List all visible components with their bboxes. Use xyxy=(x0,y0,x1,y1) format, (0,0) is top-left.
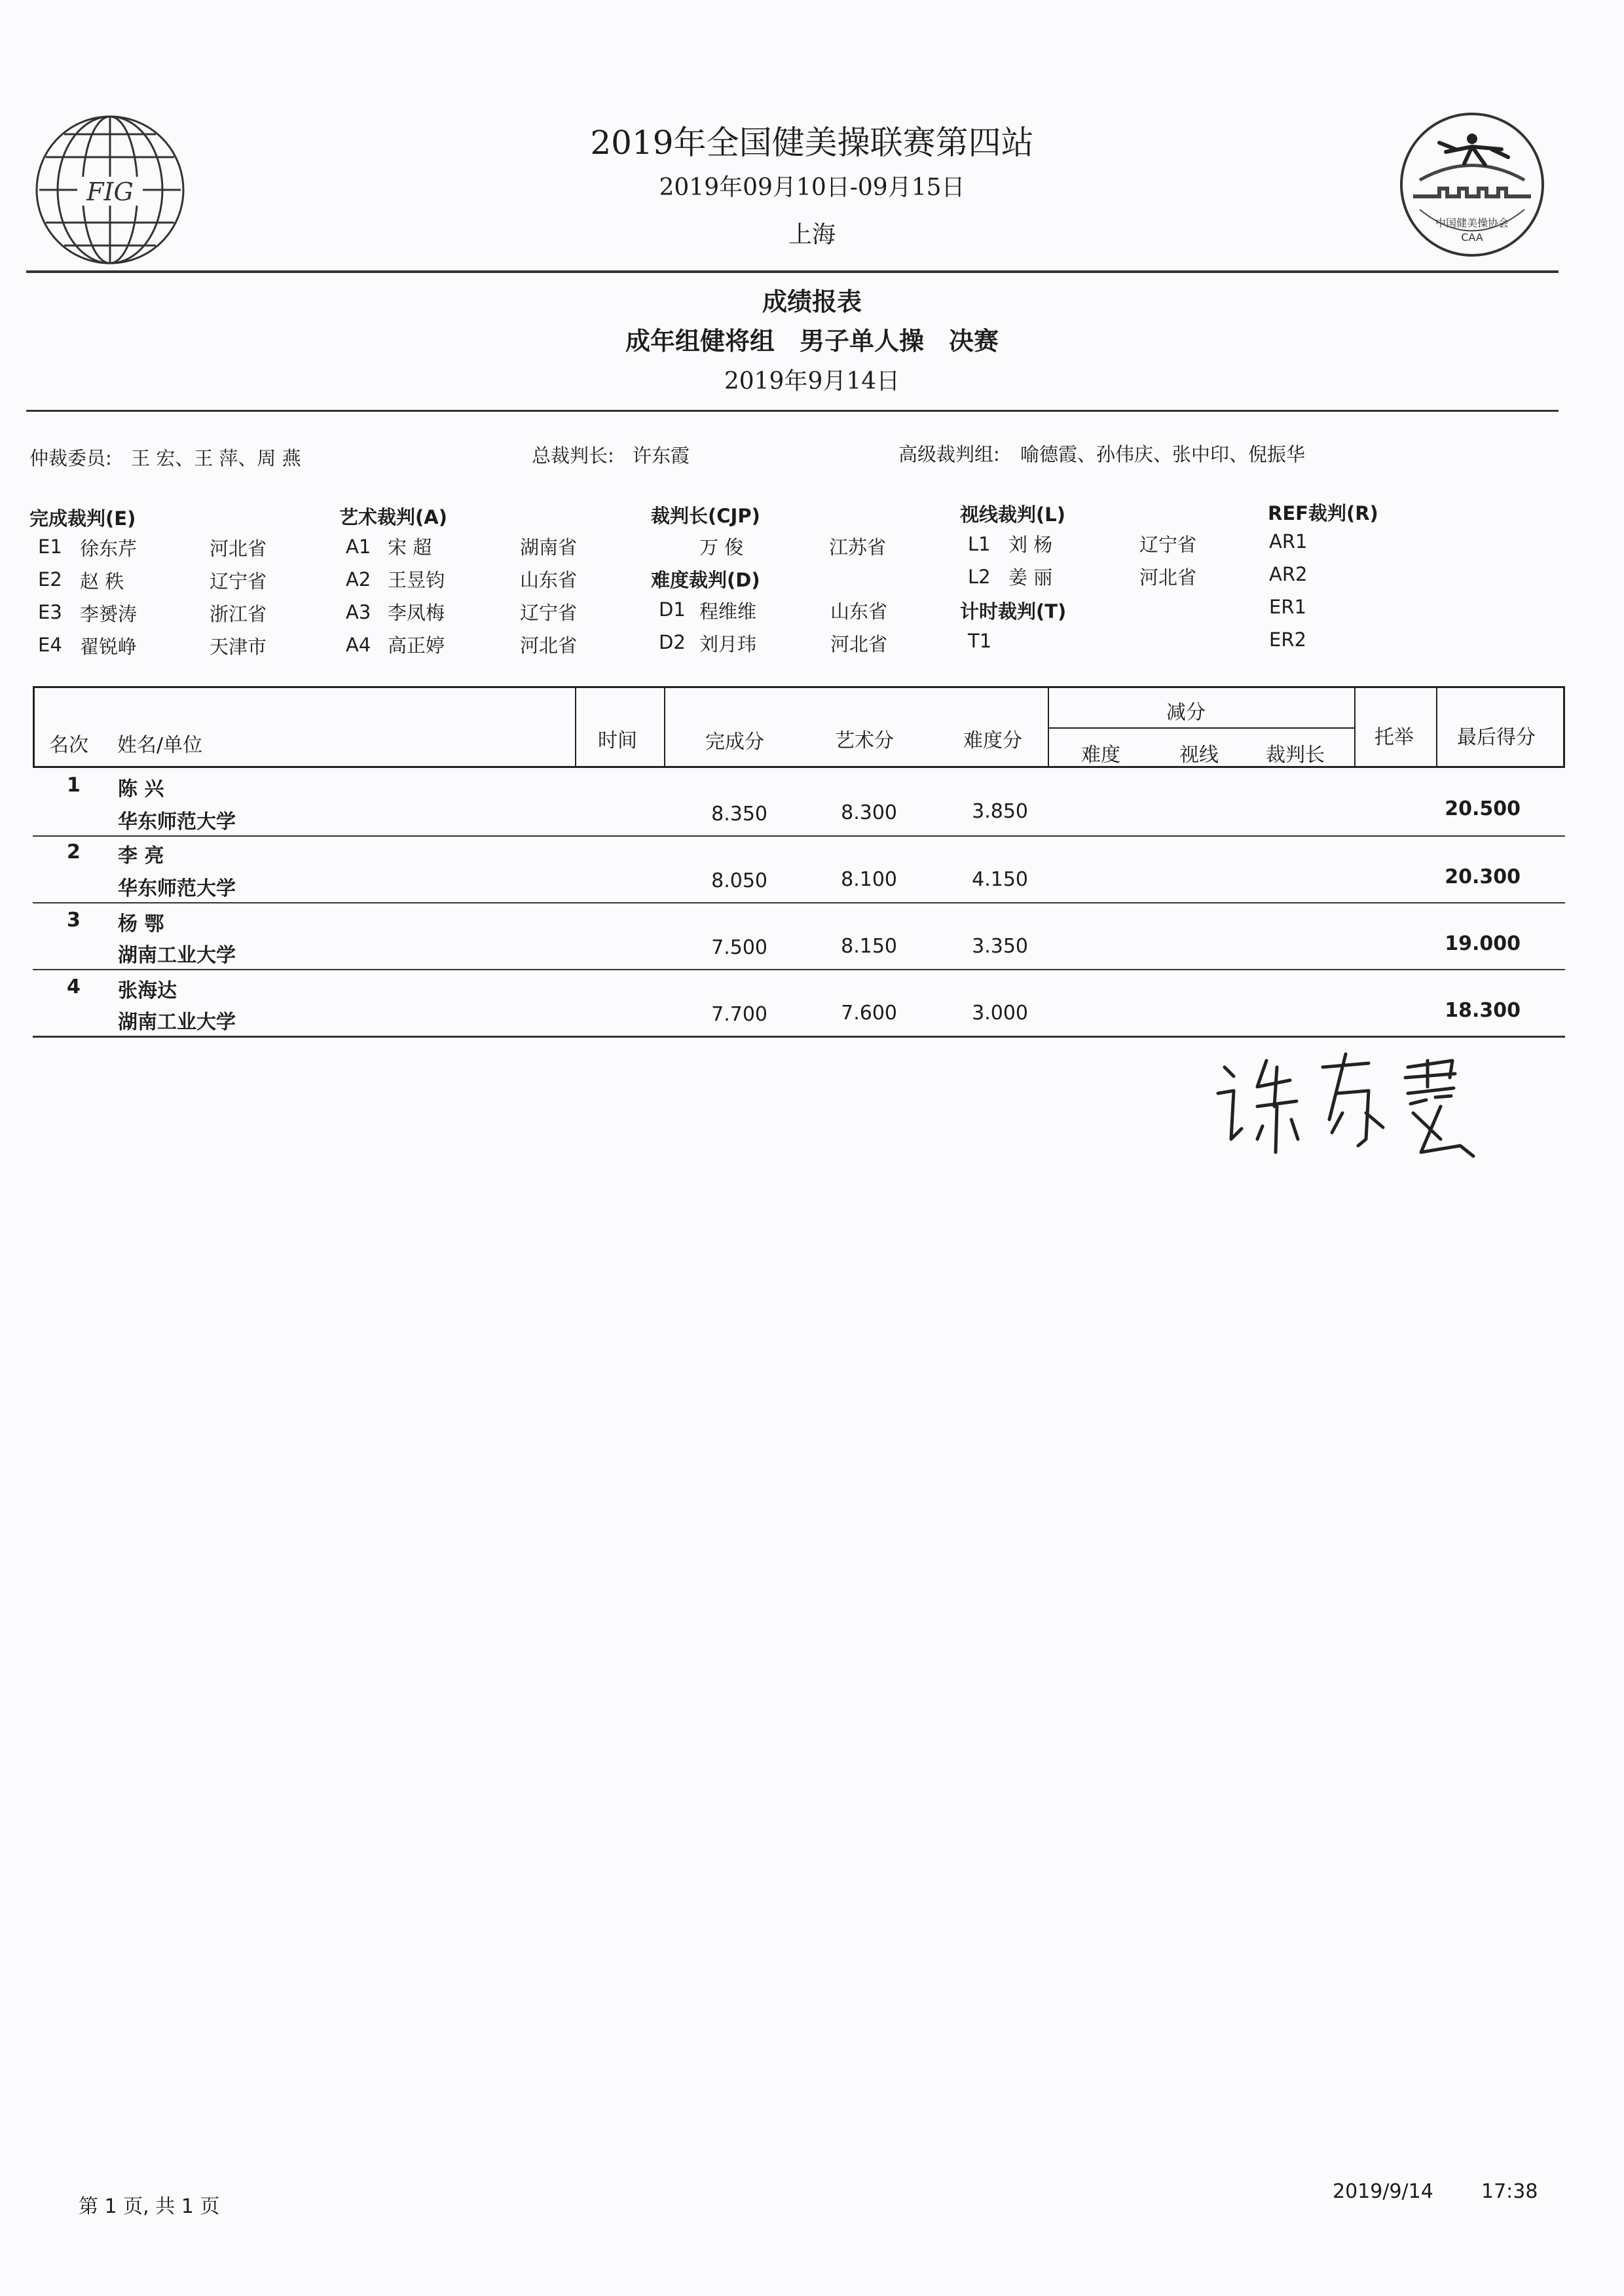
header-ded-line: 视线 xyxy=(1179,744,1219,767)
row-rank: 4 xyxy=(67,975,81,998)
competition-dates: 2019年09月10日-09月15日 xyxy=(659,174,965,201)
judge-name: 高正婷 xyxy=(388,634,445,657)
header-execution: 完成分 xyxy=(705,731,764,754)
cjp-heading: 裁判长(CJP) xyxy=(651,505,760,527)
report-subtitle: 成年组健将组 男子单人操 决赛 xyxy=(625,326,999,355)
judge-name: 刘月玮 xyxy=(699,633,757,655)
artistic-judges-heading: 艺术裁判(A) xyxy=(339,506,447,528)
header-difficulty: 难度分 xyxy=(963,729,1022,752)
header-ded-cjp: 裁判长 xyxy=(1266,744,1325,767)
handwritten-signature xyxy=(1211,1041,1486,1172)
row-unit: 华东师范大学 xyxy=(118,877,236,900)
judge-code: A2 xyxy=(346,568,371,591)
row-final: 19.000 xyxy=(1445,932,1521,955)
row-divider xyxy=(33,902,1565,903)
judge-name: 翟锐峥 xyxy=(80,636,138,658)
cjp-province: 江苏省 xyxy=(829,536,887,558)
judge-code: L2 xyxy=(968,566,991,588)
row-execution: 8.350 xyxy=(711,803,767,826)
ref-code: AR2 xyxy=(1269,563,1308,585)
ref-code: ER2 xyxy=(1269,629,1306,651)
judge-code: E2 xyxy=(38,568,62,591)
header-artistic: 艺术分 xyxy=(835,729,894,752)
row-unit: 湖南工业大学 xyxy=(118,1011,236,1034)
row-name: 李 亮 xyxy=(118,845,164,867)
jury-label: 仲裁委员: xyxy=(29,447,112,469)
row-difficulty: 4.150 xyxy=(972,868,1028,891)
caa-logo-text: 中国健美操协会 xyxy=(1435,217,1509,229)
row-difficulty: 3.000 xyxy=(972,1002,1028,1025)
table-bottom-line xyxy=(33,1036,1565,1038)
competition-city: 上海 xyxy=(788,221,836,248)
chief-label: 总裁判长: xyxy=(532,445,614,467)
judge-province: 辽宁省 xyxy=(210,570,267,592)
judge-name: 程维维 xyxy=(699,600,757,623)
page-indicator: 第 1 页, 共 1 页 xyxy=(79,2195,220,2218)
judge-province: 辽宁省 xyxy=(1139,534,1197,556)
row-final: 18.300 xyxy=(1445,999,1521,1022)
row-rank: 3 xyxy=(67,909,81,932)
row-artistic: 7.600 xyxy=(841,1002,897,1025)
row-difficulty: 3.350 xyxy=(972,935,1028,958)
line-judges-heading: 视线裁判(L) xyxy=(960,503,1065,526)
judge-code: T1 xyxy=(968,630,992,652)
judge-code: A4 xyxy=(346,634,371,656)
judge-code: E4 xyxy=(38,634,62,656)
header-ded-difficulty: 难度 xyxy=(1081,744,1120,767)
row-name: 陈 兴 xyxy=(118,778,164,801)
header-rank: 名次 xyxy=(49,734,88,757)
senior-label: 高级裁判组: xyxy=(898,443,1000,465)
judge-name: 李凤梅 xyxy=(388,602,445,624)
judge-code: D1 xyxy=(659,598,686,621)
fig-logo-text: FIG xyxy=(86,177,134,206)
judge-name: 徐东芹 xyxy=(80,538,138,560)
caa-logo-abbr: CAA xyxy=(1461,231,1483,244)
judge-name: 姜 丽 xyxy=(1008,566,1053,589)
row-artistic: 8.150 xyxy=(841,935,897,958)
judge-province: 浙江省 xyxy=(210,603,267,625)
row-divider xyxy=(33,835,1565,837)
row-name: 杨 鄂 xyxy=(118,913,164,936)
row-execution: 7.500 xyxy=(711,936,767,959)
judge-code: A3 xyxy=(346,601,371,623)
row-unit: 华东师范大学 xyxy=(118,811,236,833)
report-title: 成绩报表 xyxy=(762,287,862,316)
row-final: 20.300 xyxy=(1445,866,1521,888)
judge-code: A1 xyxy=(346,536,371,558)
row-execution: 8.050 xyxy=(711,869,767,892)
row-rank: 1 xyxy=(67,774,81,797)
print-time: 17:38 xyxy=(1481,2180,1538,2203)
row-divider xyxy=(33,969,1565,970)
ref-code: ER1 xyxy=(1269,596,1306,618)
judge-province: 湖南省 xyxy=(520,536,578,558)
row-difficulty: 3.850 xyxy=(972,800,1028,823)
row-name: 张海达 xyxy=(118,979,177,1002)
row-execution: 7.700 xyxy=(711,1003,767,1026)
judge-name: 赵 秩 xyxy=(80,570,124,592)
judge-province: 天津市 xyxy=(210,636,267,658)
chief-name: 许东霞 xyxy=(633,445,690,467)
judge-code: E1 xyxy=(38,536,62,558)
report-date: 2019年9月14日 xyxy=(724,368,900,395)
row-final: 20.500 xyxy=(1445,797,1521,820)
judge-province: 河北省 xyxy=(1139,566,1197,589)
row-unit: 湖南工业大学 xyxy=(118,944,236,967)
ref-code: AR1 xyxy=(1269,530,1308,553)
report-divider xyxy=(26,410,1559,412)
cjp-name: 万 俊 xyxy=(699,536,744,558)
judge-name: 李赟涛 xyxy=(80,603,138,625)
judge-province: 河北省 xyxy=(210,538,267,560)
time-judges-heading: 计时裁判(T) xyxy=(960,600,1067,623)
ref-judges-heading: REF裁判(R) xyxy=(1268,502,1378,524)
judge-province: 山东省 xyxy=(830,600,888,623)
judge-province: 河北省 xyxy=(830,633,888,655)
row-rank: 2 xyxy=(67,841,81,864)
judge-name: 王昱钧 xyxy=(388,569,445,591)
competition-title: 2019年全国健美操联赛第四站 xyxy=(590,124,1034,162)
header-time: 时间 xyxy=(598,729,637,752)
senior-names: 喻德霞、孙伟庆、张中印、倪振华 xyxy=(1020,443,1306,465)
judge-code: L1 xyxy=(968,533,991,555)
header-lift: 托举 xyxy=(1375,726,1414,749)
judge-code: D2 xyxy=(659,631,686,653)
row-artistic: 8.300 xyxy=(841,801,897,824)
difficulty-judges-heading: 难度裁判(D) xyxy=(651,569,760,591)
header-final: 最后得分 xyxy=(1457,726,1536,749)
row-artistic: 8.100 xyxy=(841,868,897,891)
results-table-header xyxy=(33,686,1565,768)
judge-province: 辽宁省 xyxy=(520,602,578,624)
jury-names: 王 宏、王 萍、周 燕 xyxy=(131,447,301,469)
print-date: 2019/9/14 xyxy=(1333,2180,1433,2203)
header-deductions: 减分 xyxy=(1166,701,1206,724)
judge-province: 山东省 xyxy=(520,569,578,591)
header-divider xyxy=(26,270,1559,273)
judge-code: E3 xyxy=(38,601,62,623)
execution-judges-heading: 完成裁判(E) xyxy=(29,507,136,530)
judge-name: 刘 杨 xyxy=(1008,534,1053,556)
judge-province: 河北省 xyxy=(520,634,578,657)
header-name-unit: 姓名/单位 xyxy=(117,734,203,757)
judge-name: 宋 超 xyxy=(388,536,432,558)
